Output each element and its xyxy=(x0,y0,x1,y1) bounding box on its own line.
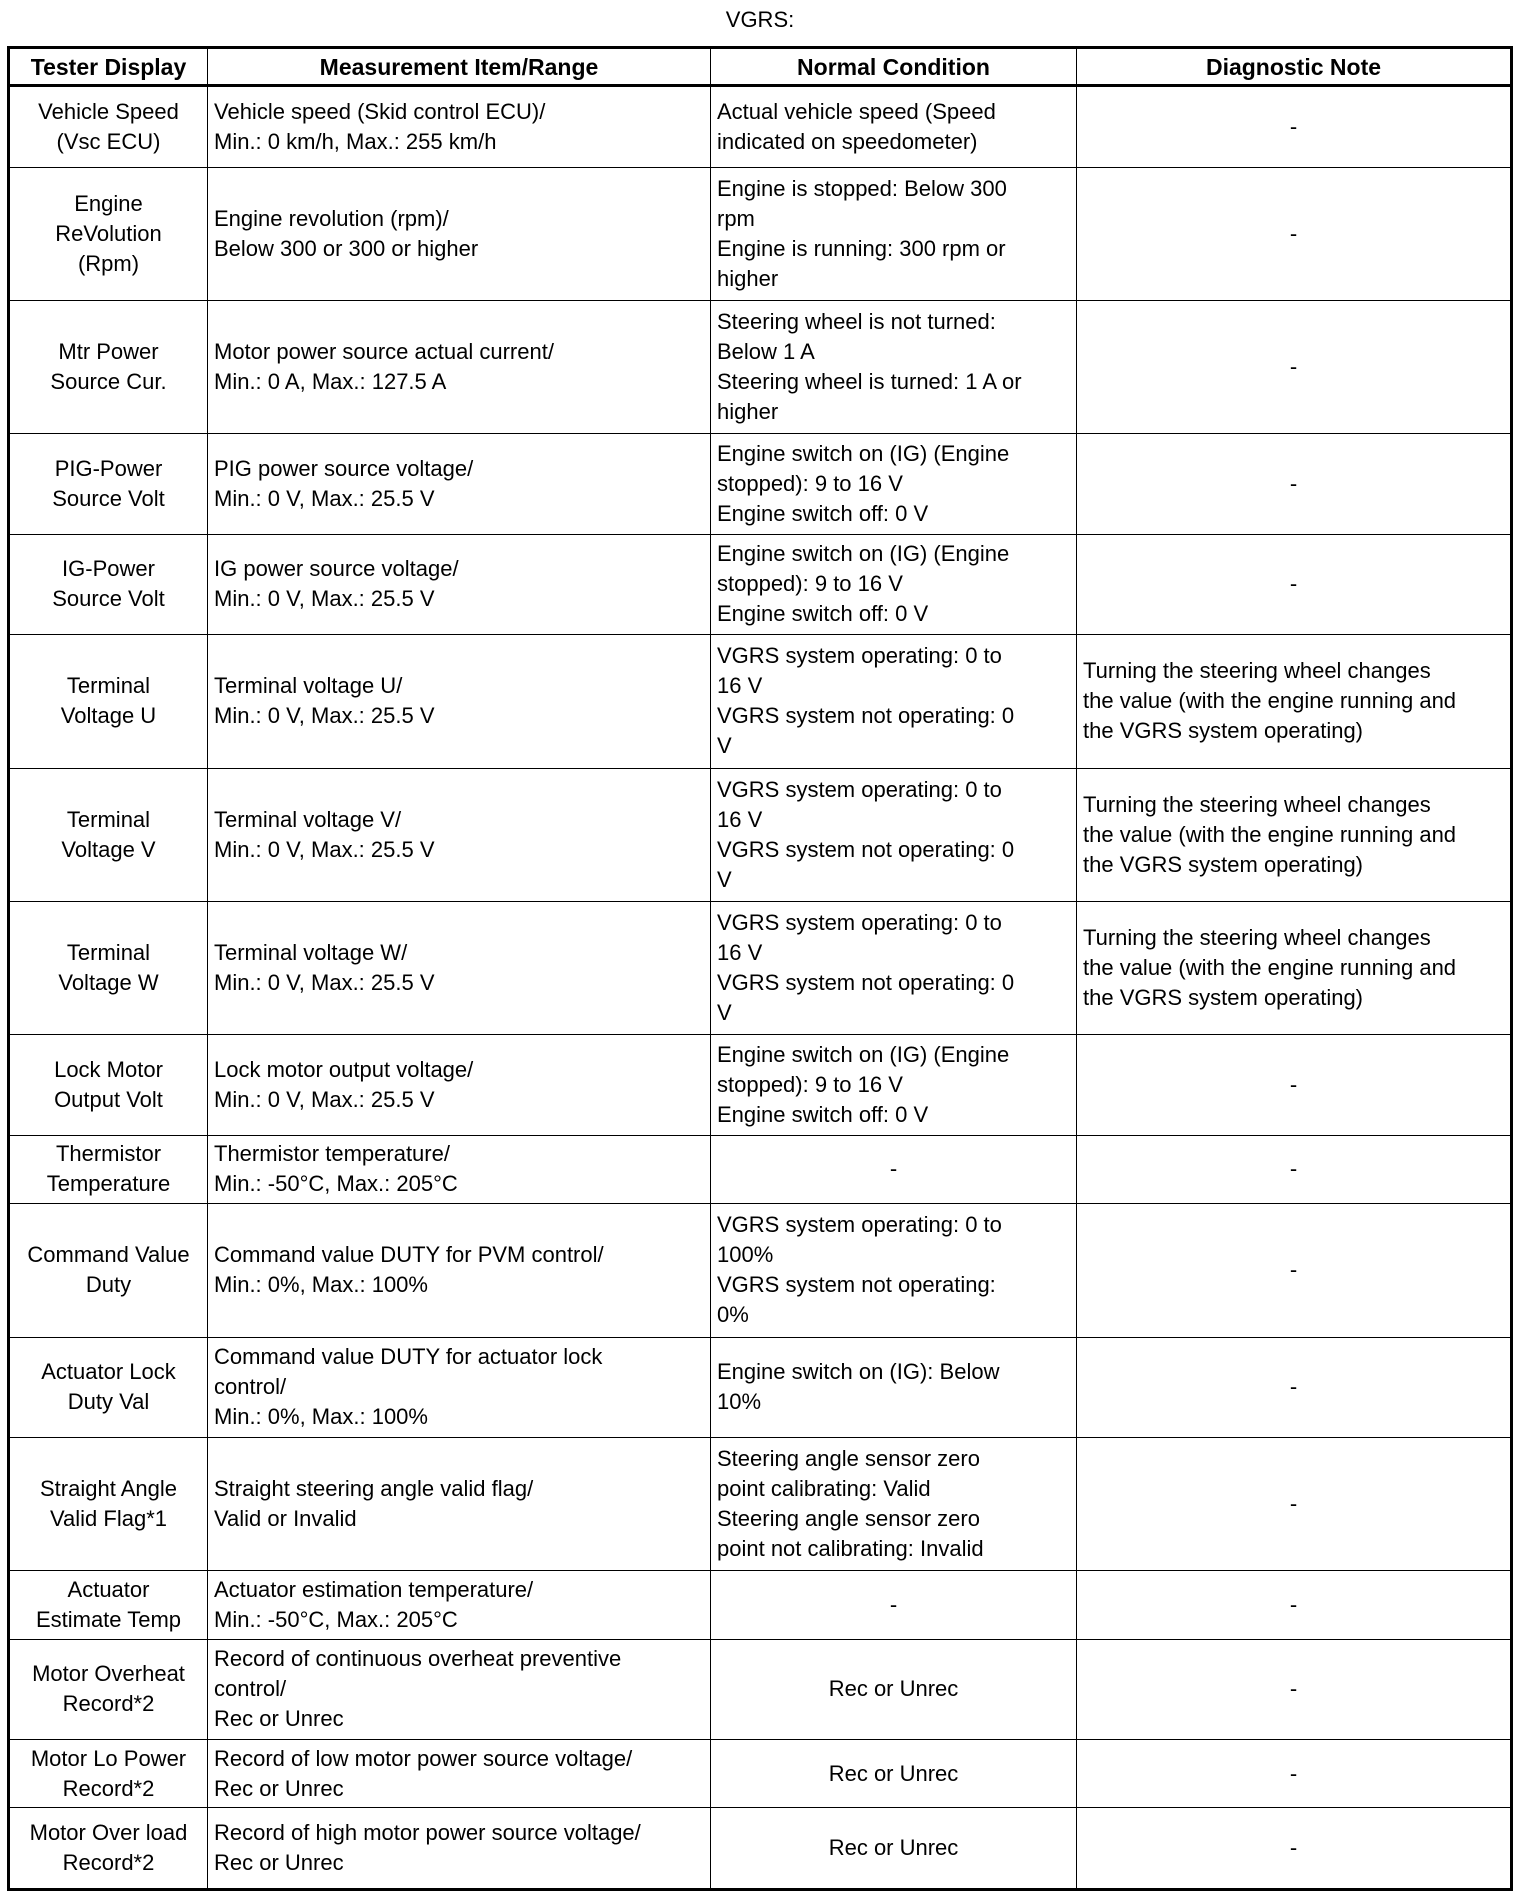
measurement-item-cell: Engine revolution (rpm)/ Below 300 or 300 or higher xyxy=(208,167,711,300)
tester-display-cell xyxy=(9,1035,208,1135)
tester-display-label: Motor Lo Power Record*2 xyxy=(30,1745,187,1801)
normal-condition-cell: Engine is stopped: Below 300 rpm Engine is running: 300 rpm or higher xyxy=(711,167,1077,300)
vgrs-data-table xyxy=(7,46,1513,1891)
normal-condition-cell: - xyxy=(711,1571,1077,1639)
tester-display-cell xyxy=(9,768,208,901)
measurement-item-cell: Lock motor output voltage/ Min.: 0 V, Max.: 25.5 V xyxy=(208,1035,711,1135)
tester-display-label: Motor Over load Record*2 xyxy=(29,1820,188,1876)
table-row xyxy=(9,1639,1512,1739)
table-row xyxy=(9,301,1512,434)
measurement-item-cell: Terminal voltage V/ Min.: 0 V, Max.: 25.5 V xyxy=(208,768,711,901)
normal-condition-cell: VGRS system operating: 0 to 16 V VGRS system not operating: 0 V xyxy=(711,901,1077,1034)
measurement-item-cell: Record of low motor power source voltage/ Rec or Unrec xyxy=(208,1739,711,1807)
table-row xyxy=(9,434,1512,534)
measurement-item-cell: Command value DUTY for actuator lock control/ Min.: 0%, Max.: 100% xyxy=(208,1337,711,1437)
normal-condition-cell: Steering angle sensor zero point calibrating: Valid Steering angle sensor zero point not calibrating: Invalid xyxy=(711,1437,1077,1570)
table-row xyxy=(9,1035,1512,1135)
measurement-item-cell: IG power source voltage/ Min.: 0 V, Max.: 25.5 V xyxy=(208,534,711,634)
normal-condition-cell: Steering wheel is not turned: Below 1 A Steering wheel is turned: 1 A or higher xyxy=(711,301,1077,434)
normal-condition-cell: Engine switch on (IG) (Engine stopped): 9 to 16 V Engine switch off: 0 V xyxy=(711,534,1077,634)
tester-display-cell xyxy=(9,1639,208,1739)
table-row xyxy=(9,768,1512,901)
measurement-item-cell: Record of high motor power source voltage/ Rec or Unrec xyxy=(208,1808,711,1890)
normal-condition-cell: Rec or Unrec xyxy=(711,1808,1077,1890)
tester-display-cell xyxy=(9,1135,208,1203)
tester-display-cell xyxy=(9,635,208,768)
measurement-item-cell: Record of continuous overheat preventive control/ Rec or Unrec xyxy=(208,1639,711,1739)
diagnostic-note-cell: Turning the steering wheel changes the value (with the engine running and the VGRS system operating) xyxy=(1077,635,1512,768)
diagnostic-note-cell: - xyxy=(1077,534,1512,634)
tester-display-cell xyxy=(9,301,208,434)
normal-condition-cell: VGRS system operating: 0 to 16 V VGRS system not operating: 0 V xyxy=(711,635,1077,768)
tester-display-label: Vehicle Speed (Vsc ECU) xyxy=(38,98,179,154)
page-title: VGRS: xyxy=(725,7,795,32)
diagnostic-note-cell: - xyxy=(1077,1739,1512,1807)
normal-condition-cell: Rec or Unrec xyxy=(711,1639,1077,1739)
table-row xyxy=(9,1135,1512,1203)
measurement-item-cell: Terminal voltage W/ Min.: 0 V, Max.: 25.5 V xyxy=(208,901,711,1034)
diagnostic-note-cell: - xyxy=(1077,301,1512,434)
measurement-item-cell: Motor power source actual current/ Min.: 0 A, Max.: 127.5 A xyxy=(208,301,711,434)
tester-display-cell xyxy=(9,1808,208,1890)
diagnostic-note-cell: Turning the steering wheel changes the value (with the engine running and the VGRS system operating) xyxy=(1077,768,1512,901)
table-row xyxy=(9,635,1512,768)
diagnostic-note-cell: - xyxy=(1077,1571,1512,1639)
measurement-item-cell: Straight steering angle valid flag/ Valid or Invalid xyxy=(208,1437,711,1570)
tester-display-label: Terminal Voltage U xyxy=(60,673,157,729)
tester-display-cell xyxy=(9,1437,208,1570)
tester-display-label: IG-Power Source Volt xyxy=(52,556,165,612)
normal-condition-cell: Rec or Unrec xyxy=(711,1739,1077,1807)
diagnostic-note-cell: - xyxy=(1077,1204,1512,1337)
table-row xyxy=(9,167,1512,300)
diagnostic-note-cell: - xyxy=(1077,1639,1512,1739)
header-tester-display: Tester Display xyxy=(9,48,208,86)
diagnostic-note-cell: - xyxy=(1077,1437,1512,1570)
tester-display-cell xyxy=(9,434,208,534)
tester-display-cell xyxy=(9,1739,208,1807)
diagnostic-note-cell: - xyxy=(1077,1135,1512,1203)
normal-condition-cell: VGRS system operating: 0 to 100% VGRS system not operating: 0% xyxy=(711,1204,1077,1337)
normal-condition-cell: Engine switch on (IG) (Engine stopped): 9 to 16 V Engine switch off: 0 V xyxy=(711,434,1077,534)
measurement-item-cell: Actuator estimation temperature/ Min.: -50°C, Max.: 205°C xyxy=(208,1571,711,1639)
measurement-item-cell: Terminal voltage U/ Min.: 0 V, Max.: 25.5 V xyxy=(208,635,711,768)
diagnostic-note-cell: - xyxy=(1077,1337,1512,1437)
measurement-item-cell: Thermistor temperature/ Min.: -50°C, Max.: 205°C xyxy=(208,1135,711,1203)
tester-display-cell xyxy=(9,167,208,300)
tester-display-label: Engine ReVolution (Rpm) xyxy=(55,190,162,276)
measurement-item-cell: Vehicle speed (Skid control ECU)/ Min.: 0 km/h, Max.: 255 km/h xyxy=(208,86,711,168)
tester-display-label: Terminal Voltage V xyxy=(61,806,156,862)
tester-display-cell xyxy=(9,1571,208,1639)
header-diagnostic-note: Diagnostic Note xyxy=(1077,48,1512,86)
normal-condition-cell: VGRS system operating: 0 to 16 V VGRS system not operating: 0 V xyxy=(711,768,1077,901)
tester-display-cell xyxy=(9,1204,208,1337)
tester-display-label: Thermistor Temperature xyxy=(46,1141,171,1197)
table-row xyxy=(9,1808,1512,1890)
table-row xyxy=(9,1204,1512,1337)
table-row xyxy=(9,901,1512,1034)
table-row xyxy=(9,1437,1512,1570)
table-header-row xyxy=(9,48,1512,86)
header-normal-condition: Normal Condition xyxy=(711,48,1077,86)
tester-display-label: Actuator Lock Duty Val xyxy=(41,1359,176,1415)
tester-display-label: Motor Overheat Record*2 xyxy=(32,1661,185,1717)
normal-condition-cell: - xyxy=(711,1135,1077,1203)
measurement-item-cell: Command value DUTY for PVM control/ Min.: 0%, Max.: 100% xyxy=(208,1204,711,1337)
measurement-item-cell: PIG power source voltage/ Min.: 0 V, Max.: 25.5 V xyxy=(208,434,711,534)
tester-display-cell xyxy=(9,534,208,634)
diagnostic-note-cell: - xyxy=(1077,86,1512,168)
tester-display-label: PIG-Power Source Volt xyxy=(52,456,165,512)
normal-condition-cell: Actual vehicle speed (Speed indicated on speedometer) xyxy=(711,86,1077,168)
table-row xyxy=(9,534,1512,634)
tester-display-label: Lock Motor Output Volt xyxy=(54,1057,163,1113)
tester-display-cell xyxy=(9,1337,208,1437)
diagnostic-note-cell: Turning the steering wheel changes the value (with the engine running and the VGRS system operating) xyxy=(1077,901,1512,1034)
diagnostic-note-cell: - xyxy=(1077,1035,1512,1135)
table-row xyxy=(9,1337,1512,1437)
table-row xyxy=(9,86,1512,168)
tester-display-cell xyxy=(9,901,208,1034)
normal-condition-cell: Engine switch on (IG) (Engine stopped): 9 to 16 V Engine switch off: 0 V xyxy=(711,1035,1077,1135)
table-row xyxy=(9,1739,1512,1807)
diagnostic-note-cell: - xyxy=(1077,434,1512,534)
header-measurement-item: Measurement Item/Range xyxy=(208,48,711,86)
tester-display-label: Command Value Duty xyxy=(27,1242,190,1298)
diagnostic-note-cell: - xyxy=(1077,167,1512,300)
diagnostic-note-cell: - xyxy=(1077,1808,1512,1890)
tester-display-label: Terminal Voltage W xyxy=(58,940,159,996)
tester-display-label: Straight Angle Valid Flag*1 xyxy=(40,1476,177,1532)
tester-display-label: Mtr Power Source Cur. xyxy=(50,339,167,395)
normal-condition-cell: Engine switch on (IG): Below 10% xyxy=(711,1337,1077,1437)
tester-display-cell xyxy=(9,86,208,168)
table-row xyxy=(9,1571,1512,1639)
tester-display-label: Actuator Estimate Temp xyxy=(35,1576,182,1632)
